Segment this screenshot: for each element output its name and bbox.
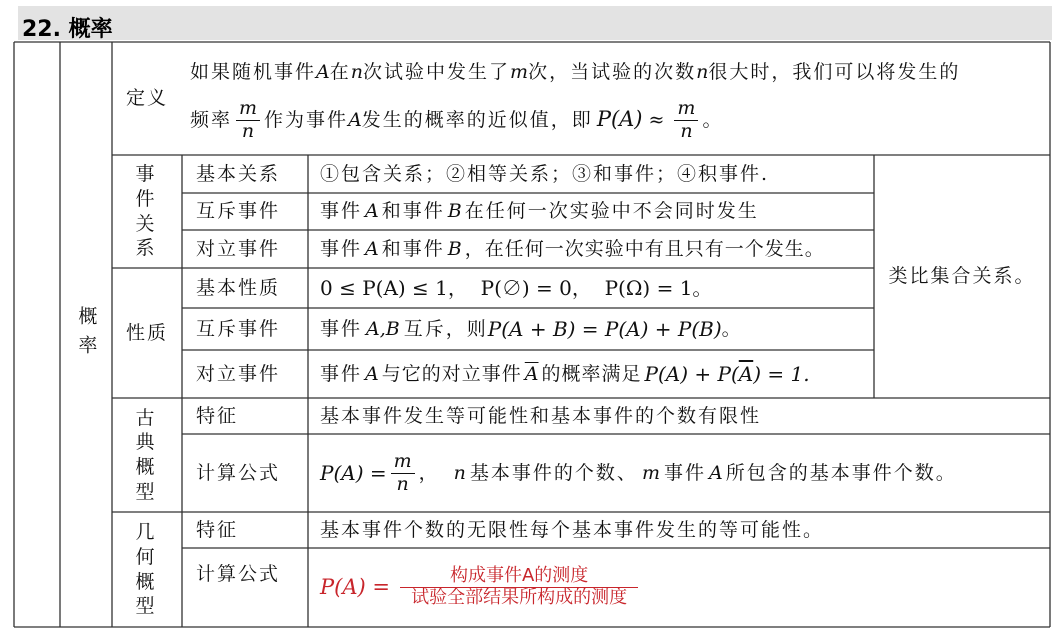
classical-fraction: $\frac{m}{n}$ — [391, 451, 415, 496]
property-term-exclusive: 互斥事件 — [196, 317, 281, 340]
classical-feature-term: 特征 — [196, 404, 239, 427]
classical-feature-content: 基本事件发生等可能性和基本事件的个数有限性 — [320, 404, 762, 427]
section-label-text: 概率 — [75, 305, 98, 364]
geometric-fraction: $\frac{\text{构成事件A的测度}}{\text{试验全部结果所构成的测度}}$ — [400, 566, 638, 608]
section-heading: 22. 概率 — [22, 17, 113, 42]
geometric-formula-content: P(A) = $\frac{\text{构成事件A的测度}}{\text{试验全部结果所构成的测度}}$ — [320, 548, 1045, 627]
definition-label: 定义 — [125, 87, 168, 110]
relation-term-complement: 对立事件 — [196, 237, 281, 260]
definition-line-2: 频率 $\frac{m}{n}$ 作为事件 A 发生的概率的近似值，即 P(A) ≈ $\frac{m}{n}$ 。 — [190, 96, 724, 142]
property-content-complement: 事件 A 与它的对立事件 $\overline{A}$ 的概率满足 P(A) + P( $\overline{A}$ ) = 1. — [320, 362, 810, 386]
relation-term-exclusive: 互斥事件 — [196, 200, 281, 223]
geometric-model-label: 几何概型 — [135, 521, 159, 618]
relation-content-complement: 事件 A 和事件 B ，在任何一次实验中有且只有一个发生。 — [320, 237, 825, 260]
property-term-complement: 对立事件 — [196, 362, 281, 385]
relation-term-basic: 基本关系 — [196, 162, 281, 185]
relation-content-exclusive: 事件 A 和事件 B 在任何一次实验中不会同时发生 — [320, 200, 759, 223]
classical-formula-content: P(A) = $\frac{m}{n}$ ， n 基本事件的个数、 m 事件 A 所包含的基本事件个数。 — [320, 449, 957, 495]
classical-formula-term: 计算公式 — [196, 461, 281, 484]
event-relations-label: 事件关系 — [135, 163, 159, 260]
set-analogy-note: 类比集合关系。 — [888, 265, 1036, 288]
geometric-feature-term: 特征 — [196, 518, 239, 541]
geometric-formula-term: 计算公式 — [196, 562, 281, 585]
section-label — [60, 42, 112, 627]
property-content-exclusive: 事件 A,B 互斥，则 P(A + B) = P(A) + P(B) 。 — [320, 317, 743, 341]
approx-fraction: $\frac{m}{n}$ — [674, 98, 698, 143]
geometric-feature-content: 基本事件个数的无限性每个基本事件发生的等可能性。 — [320, 518, 825, 541]
relation-content-basic: ①包含关系；②相等关系；③和事件；④积事件. — [320, 162, 770, 185]
frequency-fraction: $\frac{m}{n}$ — [236, 98, 260, 143]
definition-line-1: 如果随机事件 A 在 n 次试验中发生了 m 次，当试验的次数 n 很大时，我们可以将发生的 — [190, 60, 961, 83]
property-term-basic: 基本性质 — [196, 276, 281, 299]
definition-content — [190, 48, 1045, 152]
property-content-basic: 0 ≤ P(A) ≤ 1， P(∅) = 0， P(Ω) = 1。 — [320, 276, 713, 300]
classical-model-label: 古典概型 — [135, 406, 159, 503]
properties-label: 性质 — [125, 321, 168, 344]
